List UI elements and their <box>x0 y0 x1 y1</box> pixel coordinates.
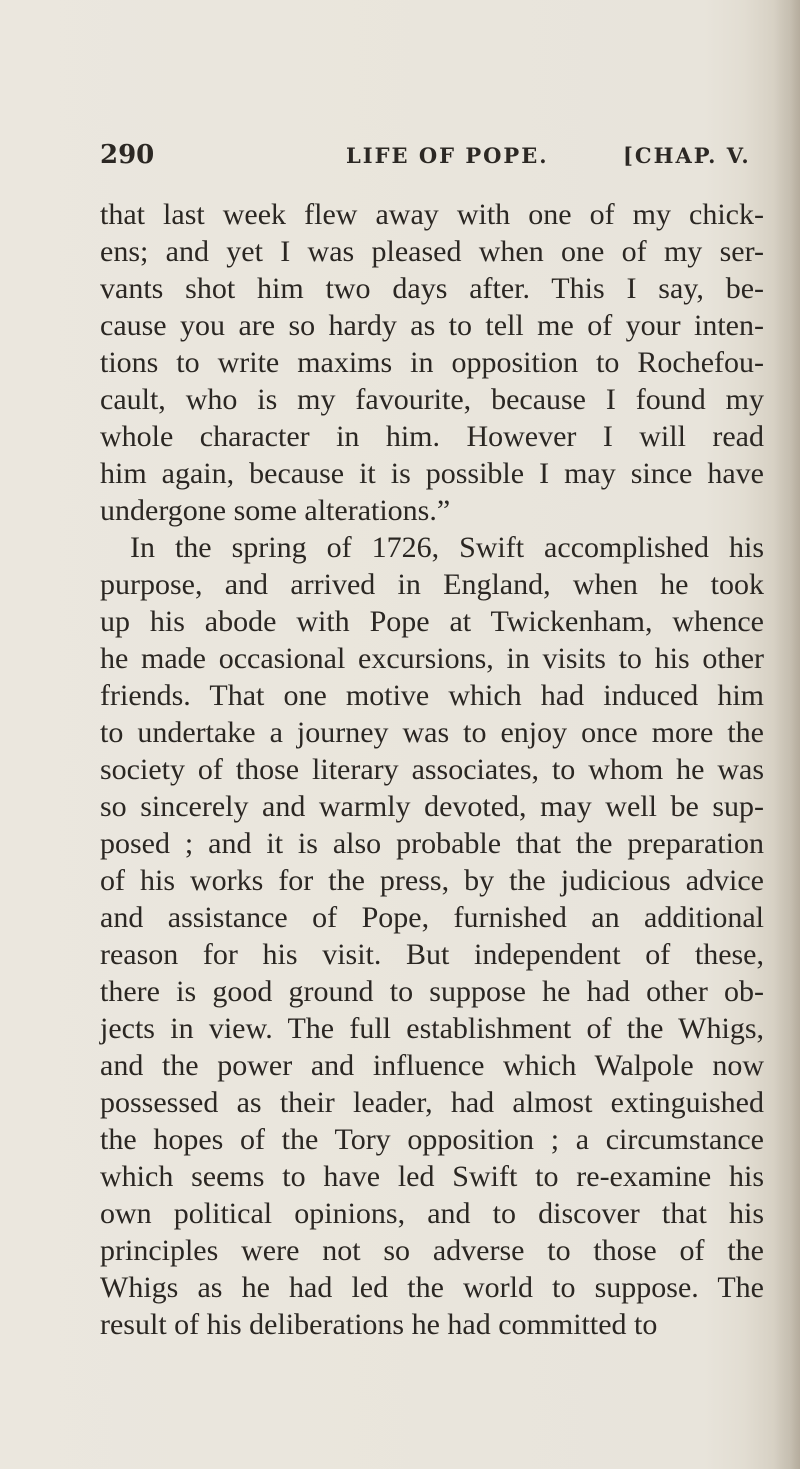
text-line: ens; and yet I was pleased when one of my ser- <box>100 235 764 268</box>
text-line: there is good ground to suppose he had other ob- <box>100 975 764 1008</box>
running-title: LIFE OF POPE. <box>346 143 549 168</box>
text-line: cause you are so hardy as to tell me of your inten- <box>100 309 764 342</box>
text-line: undergone some alterations.” <box>100 494 451 527</box>
text-line: to undertake a journey was to enjoy once more the <box>100 716 764 749</box>
text-line: and the power and influence which Walpole now <box>100 1049 764 1082</box>
text-line: whole character in him. However I will read <box>100 420 764 453</box>
text-line: result of his deliberations he had committed to <box>100 1308 658 1341</box>
text-line: Whigs as he had led the world to suppose. The <box>100 1271 764 1304</box>
text-line: and assistance of Pope, furnished an additional <box>100 901 764 934</box>
text-line: jects in view. The full establishment of the Whigs, <box>100 1012 764 1045</box>
chapter-label: [CHAP. V. <box>623 143 751 168</box>
text-line: up his abode with Pope at Twickenham, whence <box>100 605 764 638</box>
text-line: tions to write maxims in opposition to Rochefou- <box>100 346 764 379</box>
text-line: posed ; and it is also probable that the preparation <box>100 827 764 860</box>
text-line: the hopes of the Tory opposition ; a circumstance <box>100 1123 764 1156</box>
text-line: own political opinions, and to discover that his <box>100 1197 764 1230</box>
text-line: of his works for the press, by the judicious advice <box>100 864 764 897</box>
text-line: purpose, and arrived in England, when he took <box>100 568 764 601</box>
text-line: principles were not so adverse to those of the <box>100 1234 764 1267</box>
text-line: society of those literary associates, to whom he was <box>100 753 764 786</box>
page-number: 290 <box>100 140 155 170</box>
text-line: so sincerely and warmly devoted, may well be sup- <box>100 790 764 823</box>
text-line: reason for his visit. But independent of these, <box>100 938 764 971</box>
text-line: which seems to have led Swift to re-examine his <box>100 1160 764 1193</box>
text-line: him again, because it is possible I may since have <box>100 457 764 490</box>
text-line: friends. That one motive which had induced him <box>100 679 764 712</box>
text-line: In the spring of 1726, Swift accomplished his <box>130 531 764 564</box>
text-line: that last week flew away with one of my chick- <box>100 198 764 231</box>
text-line: vants shot him two days after. This I say, be- <box>100 272 764 305</box>
text-line: he made occasional excursions, in visits to his other <box>100 642 764 675</box>
text-line: possessed as their leader, had almost extinguished <box>100 1086 764 1119</box>
text-line: cault, who is my favourite, because I found my <box>100 383 764 416</box>
